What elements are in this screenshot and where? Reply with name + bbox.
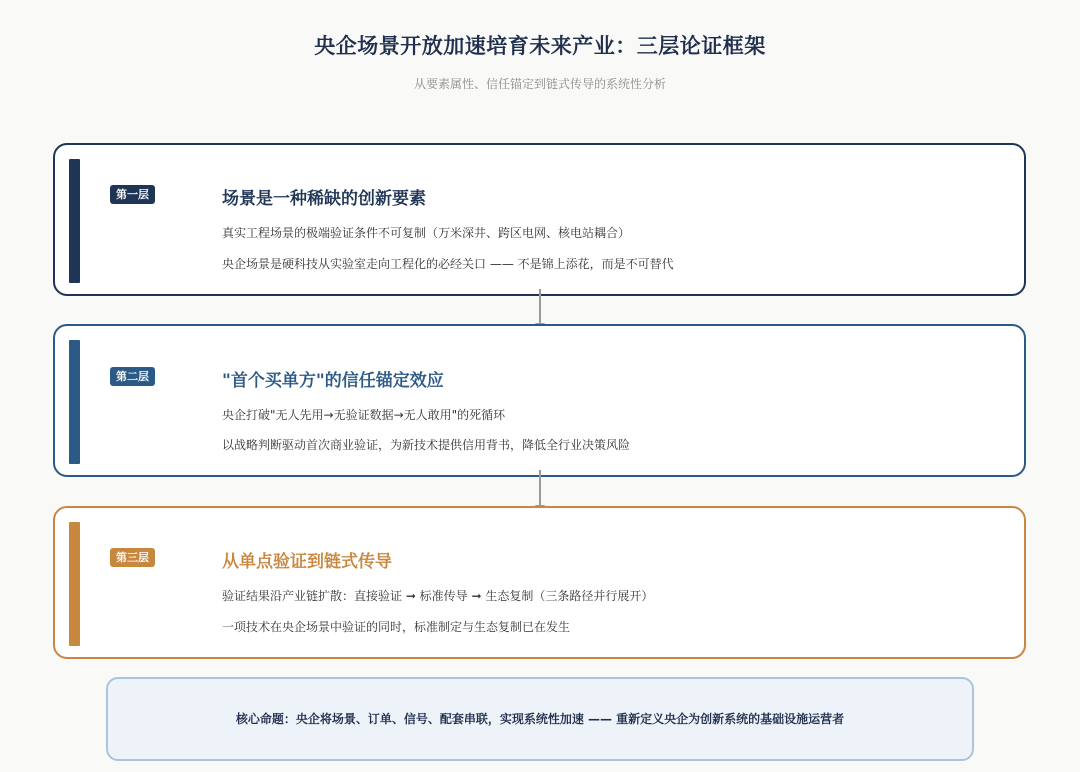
layer-point: 验证结果沿产业链扩散：直接验证 ➞ 标准传导 ➞ 生态复制（三条路径并行展开） [222,589,654,603]
layer-heading: "首个买单方"的信任锚定效应 [222,371,444,391]
layer-badge: 第二层 [110,367,155,386]
layer-point: 央企打破"无人先用→无验证数据→无人敢用"的死循环 [222,408,506,422]
layer-point: 央企场景是硬科技从实验室走向工程化的必经关口 —— 不是锦上添花，而是不可替代 [222,257,674,271]
layer-point: 一项技术在央企场景中验证的同时，标准制定与生态复制已在发生 [222,620,571,634]
layer-card-3 [53,506,1026,659]
page-title: 央企场景开放加速培育未来产业：三层论证框架 [314,34,766,58]
layer-heading: 从单点验证到链式传导 [222,552,392,572]
connector-arrow-2 [539,470,541,507]
core-proposition: 核心命题：央企将场景、订单、信号、配套串联，实现系统性加速 —— 重新定义央企为创新系统的基础设施运营者 [106,677,974,761]
layer-accent-bar [69,522,80,646]
layer-accent-bar [69,159,80,283]
layer-badge: 第一层 [110,185,155,204]
layer-point: 真实工程场景的极端验证条件不可复制（万米深井、跨区电网、核电站耦合） [222,226,631,240]
layer-point: 以战略判断驱动首次商业验证，为新技术提供信用背书，降低全行业决策风险 [222,438,631,452]
layer-card-2 [53,324,1026,477]
layer-accent-bar [69,340,80,464]
layer-heading: 场景是一种稀缺的创新要素 [222,189,426,209]
layer-badge: 第三层 [110,548,155,567]
layer-card-1 [53,143,1026,296]
connector-arrow-1 [539,289,541,325]
page-subtitle: 从要素属性、信任锚定到链式传导的系统性分析 [413,77,666,91]
